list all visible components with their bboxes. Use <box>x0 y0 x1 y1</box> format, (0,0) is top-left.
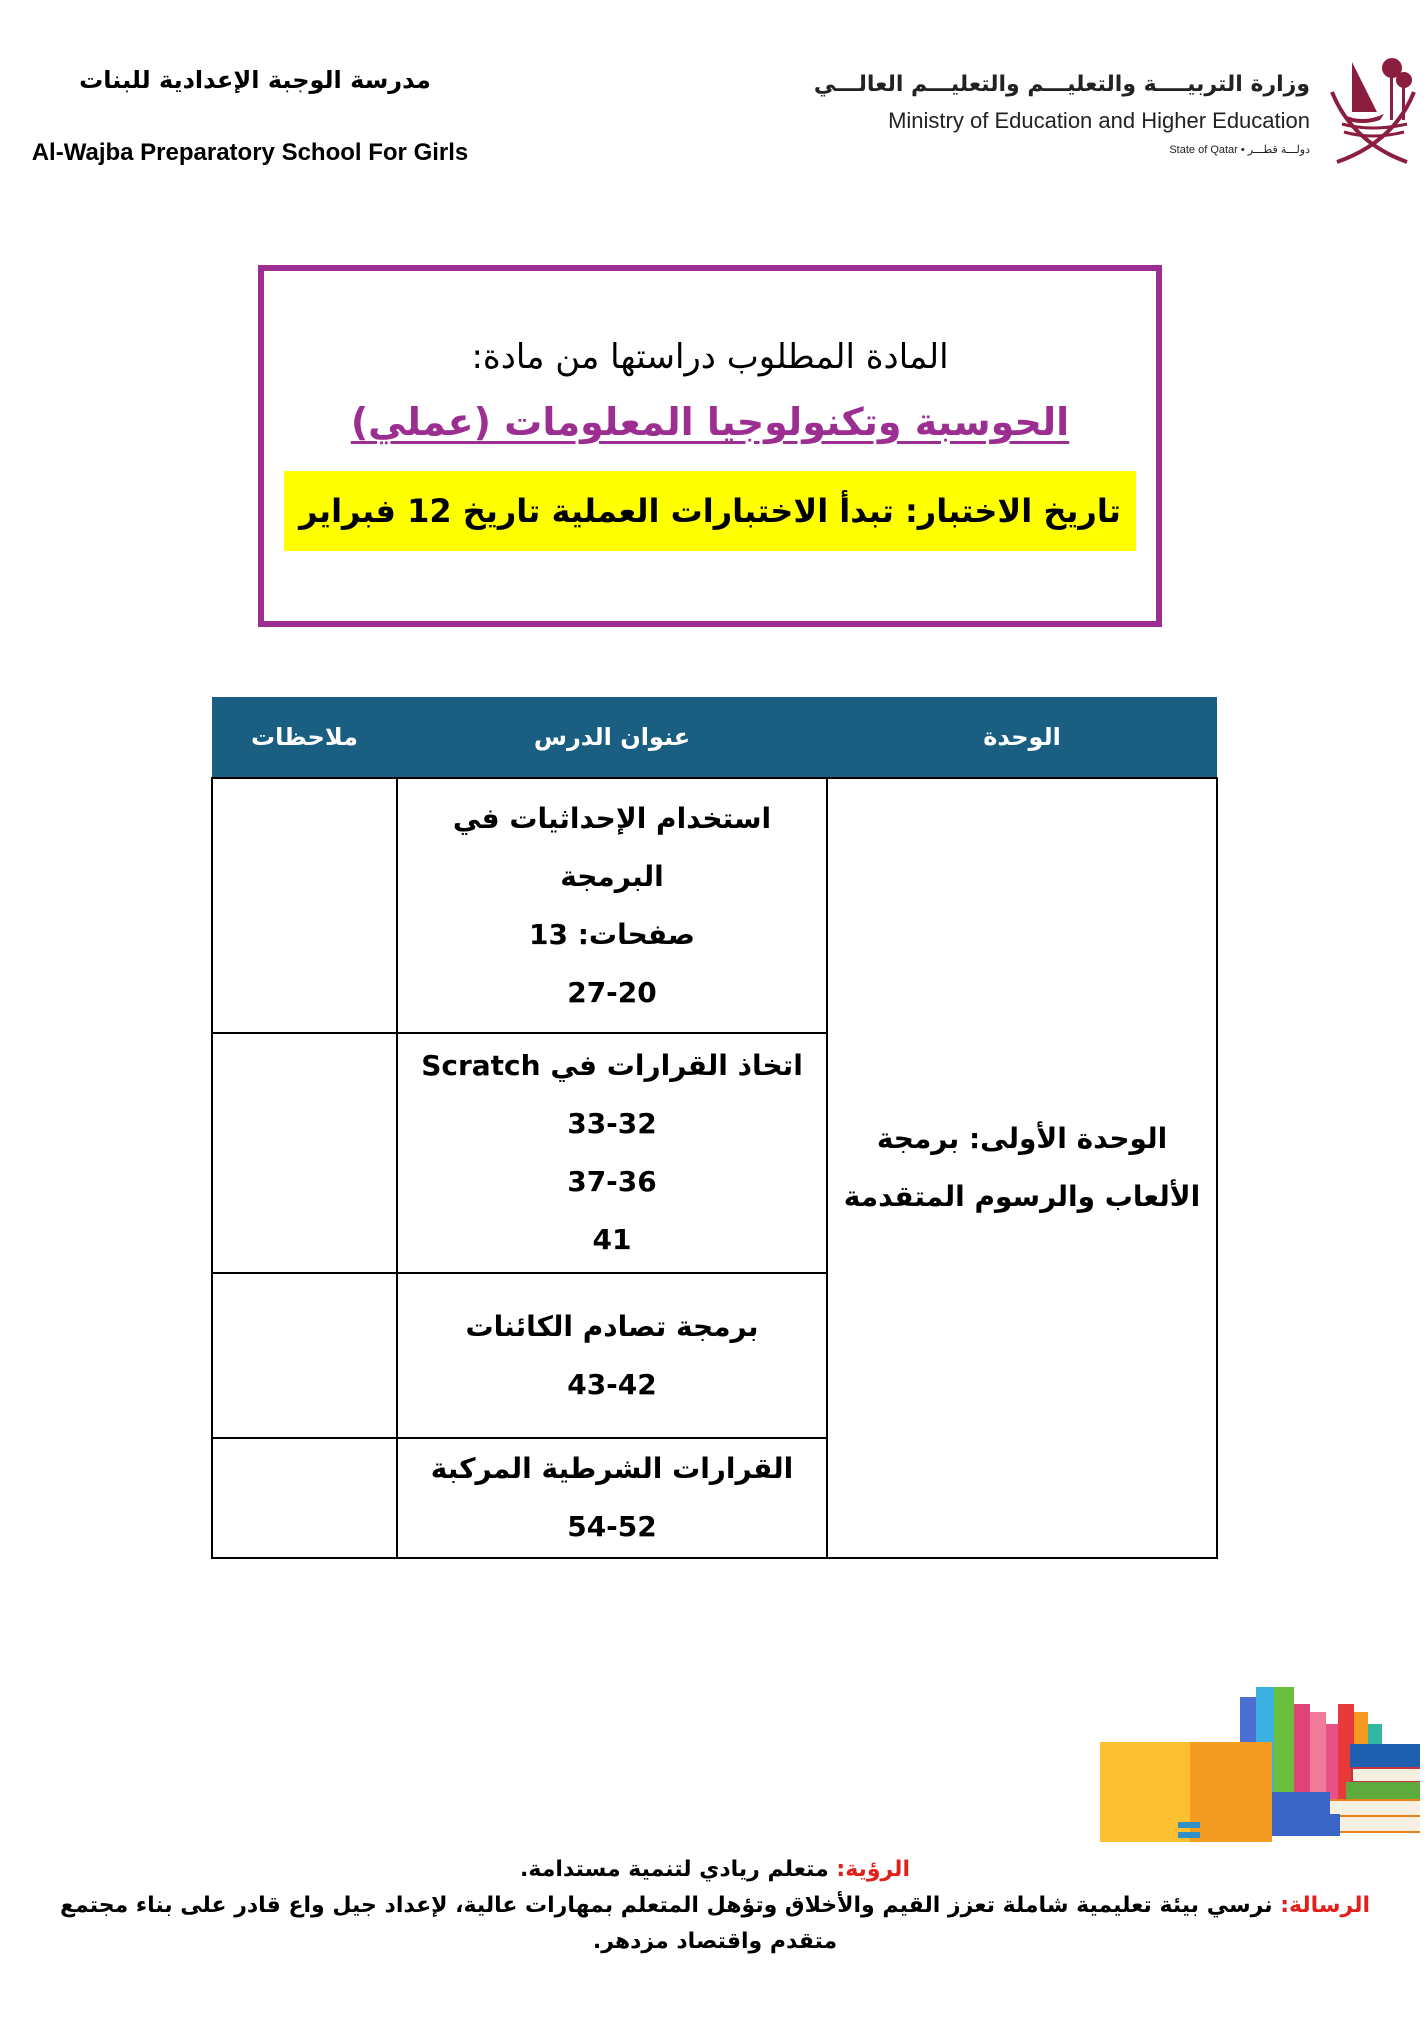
vision-text: متعلم ريادي لتنمية مستدامة. <box>520 1857 829 1882</box>
lesson-pages: 54-52 <box>567 1510 657 1543</box>
subject-intro: المادة المطلوب دراستها من مادة: <box>471 337 949 377</box>
qatar-emblem-icon <box>1322 52 1422 170</box>
books-icon <box>1090 1672 1420 1847</box>
ministry-name-arabic: وزارة التربيــــة والتعليـــم والتعليـــم العالـــي <box>813 72 1310 97</box>
lesson-pages: 33-32 <box>567 1107 657 1140</box>
subject-info-box <box>258 265 1162 627</box>
unit-title-line1: الوحدة الأولى: برمجة <box>876 1122 1168 1155</box>
syllabus-table <box>211 697 1218 1559</box>
lesson-cell <box>397 1273 827 1438</box>
subject-title <box>264 397 1156 447</box>
table-row <box>212 778 1217 1033</box>
notes-cell <box>212 1273 397 1438</box>
header-notes: ملاحظات <box>212 697 397 778</box>
notes-cell <box>212 1438 397 1558</box>
lesson-pages: 43-42 <box>567 1367 657 1401</box>
lesson-pages: 41 <box>592 1223 632 1256</box>
lesson-pages: 27-20 <box>567 975 657 1009</box>
notes-cell <box>212 1033 397 1273</box>
lesson-cell <box>397 778 827 1033</box>
lesson-line: اتخاذ القرارات في Scratch <box>421 1049 803 1082</box>
table-header-row <box>212 697 1217 778</box>
vision-label: الرؤية: <box>836 1857 910 1882</box>
school-name-arabic: مدرسة الوجبة الإعدادية للبنات <box>79 66 431 94</box>
lesson-line: البرمجة <box>560 859 664 893</box>
mission-statement <box>40 1888 1390 1960</box>
vision-statement <box>40 1852 1390 1888</box>
lesson-line: استخدام الإحداثيات في <box>452 801 772 835</box>
lesson-cell <box>397 1438 827 1558</box>
school-name-english: Al-Wajba Preparatory School For Girls <box>31 139 469 166</box>
unit-cell <box>827 778 1217 1558</box>
lesson-line: برمجة تصادم الكائنات <box>465 1309 759 1343</box>
mission-label: الرسالة: <box>1280 1893 1371 1918</box>
lesson-cell <box>397 1033 827 1273</box>
header-lesson: عنوان الدرس <box>397 697 827 778</box>
state-of-qatar-label: State of Qatar • دولـــة قطـــر <box>1169 144 1310 156</box>
header-unit: الوحدة <box>827 697 1217 778</box>
mission-text: نرسي بيئة تعليمية شاملة تعزز القيم والأخلاق وتؤهل المتعلم بمهارات عالية، لإعداد جيل واع قادر على بناء مجتمع متقدم واقتصاد مزدهر. <box>59 1893 1273 1954</box>
unit-title-line2: الألعاب والرسوم المتقدمة <box>843 1180 1201 1213</box>
lesson-pages: 37-36 <box>567 1165 657 1198</box>
lesson-line: القرارات الشرطية المركبة <box>430 1452 794 1485</box>
exam-date-highlight: تاريخ الاختبار: تبدأ الاختبارات العملية تاريخ 12 فبراير <box>284 471 1136 551</box>
subject-title-text: الحوسبة وتكنولوجيا المعلومات (عملي) <box>350 400 1070 444</box>
ministry-name-english: Ministry of Education and Higher Education <box>888 108 1310 133</box>
footer-statements <box>40 1852 1390 1960</box>
notes-cell <box>212 778 397 1033</box>
lesson-pages: صفحات: 13 <box>529 917 695 951</box>
